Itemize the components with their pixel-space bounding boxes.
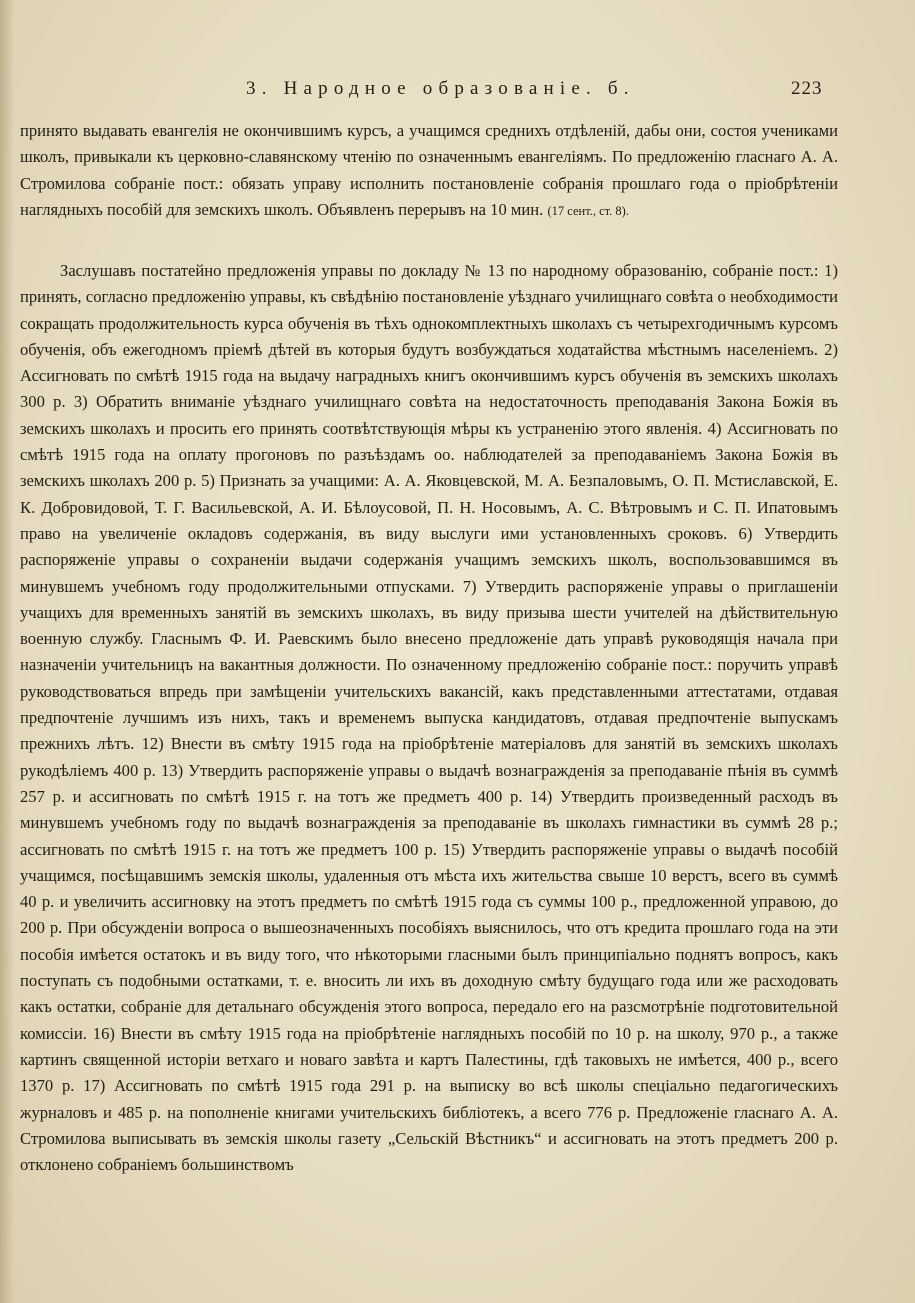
session-reference: (17 сент., ст. 8). [547, 203, 629, 218]
paragraph-text: принято выдавать евангелія не окончившимъ курсъ, а учащимся среднихъ отдѣленій, дабы они, состоя учениками школъ, привыкали къ церковно-славянскому чтенію по означеннымъ евангеліямъ. По предложенію гласнаго А. А. Стромилова собраніе пост.: обязать управу исполнить постановленіе собранія прошлаго года о пріобрѣтеніи наглядныхъ пособій для земскихъ школъ. Объявленъ перерывъ на 10 мин. [20, 121, 838, 219]
page-header [0, 74, 915, 104]
running-title: 3. Народное образованіе. б. [246, 78, 635, 99]
page-number: 223 [791, 78, 823, 99]
paragraph-report-13: Заслушавъ постатейно предложенія управы по докладу № 13 по народному образованію, собраніе пост.: 1) принять, согласно предложенію управы, къ свѣдѣнію постановленіе уѣзднаго училищнаго совѣта о необходимости сокращать продолжительность курса обученія въ тѣхъ однокомплектныхъ школахъ съ четырехгодичнымъ курсомъ обученія, объ ежегодномъ пріемѣ дѣтей въ которыя будутъ возбуждаться ходатайства мѣстнымъ населеніемъ. 2) Ассигновать по смѣтѣ 1915 года на выдачу наградныхъ книгъ окончившимъ курсъ обученія въ земскихъ школахъ 300 р. 3) Обратить вниманіе уѣзднаго училищнаго совѣта на недостаточность преподаванія Закона Божія въ земскихъ школахъ и просить его принять соотвѣтствующія мѣры къ устраненію этого явленія. 4) Ассигновать по смѣтѣ 1915 года на оплату прогоновъ по разъѣздамъ оо. наблюдателей за преподаваніемъ Закона Божія въ земскихъ школахъ 200 р. 5) Признать за учащими: А. А. Яковцевской, М. А. Безпаловымъ, О. П. Мстиславской, Е. К. Добровидовой, Т. Г. Васильевской, А. И. Бѣлоусовой, П. Н. Носовымъ, А. С. Вѣтровымъ и С. П. Ипатовымъ право на увеличеніе окладовъ содержанія, въ виду выслуги ими установленныхъ сроковъ. 6) Утвердить распоряженіе управы о сохраненіи выдачи содержанія учащимъ земскихъ школъ, воспользовавшимся въ минувшемъ учебномъ году продолжительными отпусками. 7) Утвердить распоряженіе управы о приглашеніи учащихъ для временныхъ занятій въ земскихъ школахъ, въ виду призыва шести учителей на дѣйствительную военную службу. Гласнымъ Ф. И. Раевскимъ было внесено предложеніе дать управѣ руководящія начала при назначеніи учительницъ на вакантныя должности. По означенному предложенію собраніе пост.: поручить управѣ руководствоваться впредь при замѣщеніи учительскихъ вакансій, какъ представленными аттестатами, отдавая предпочтеніе лучшимъ изъ нихъ, такъ и временемъ выпуска кандидатовъ, отдавая предпочтеніе выпускамъ прежнихъ лѣтъ. 12) Внести въ смѣту 1915 года на пріобрѣтеніе матеріаловъ для занятій въ земскихъ школахъ рукодѣліемъ 400 р. 13) Утвердить распоряженіе управы о выдачѣ вознагражденія за преподаваніе пѣнія въ суммѣ 257 р. и ассигновать по смѣтѣ 1915 г. на тотъ же предметъ 400 р. 14) Утвердить произведенный расходъ въ минувшемъ учебномъ году по выдачѣ вознагражденія за преподаваніе въ школахъ гимнастики въ суммѣ 28 р.; ассигновать по смѣтѣ 1915 г. на тотъ же предметъ 100 р. 15) Утвердить распоряженіе управы о выдачѣ пособій учащимся, посѣщавшимъ земскія школы, удаленныя отъ мѣста ихъ жительства свыше 10 верстъ, всего въ суммѣ 40 р. и увеличить ассигновку на этотъ предметъ по смѣтѣ 1915 года съ суммы 100 р., предложенной управою, до 200 р. При обсужденіи вопроса о вышеозначенныхъ пособіяхъ выяснилось, что отъ кредита прошлаго года на эти пособія имѣется остатокъ и въ виду того, что нѣкоторыми гласными былъ принципіально поднятъ вопросъ, какъ поступать съ подобными остатками, т. е. вносить ли ихъ въ доходную смѣту будущаго года или же расходовать какъ остатки, собраніе для детальнаго обсужденія этого вопроса, передало его на разсмотрѣніе подготовительной комиссіи. 16) Внести въ смѣту 1915 года на пріобрѣтеніе наглядныхъ пособій по 10 р. на школу, 970 р., а также картинъ священной исторіи ветхаго и новаго завѣта и картъ Палестины, гдѣ таковыхъ не имѣется, 400 р., всего 1370 р. 17) Ассигновать по смѣтѣ 1915 года 291 р. на выписку во всѣ школы спеціально педагогическихъ журналовъ и 485 р. на пополненіе книгами учительскихъ библіотекъ, а всего 776 р. Предложеніе гласнаго А. А. Стромилова выписывать въ земскія школы газету „Сельскій Вѣстникъ“ и ассигновать на этотъ предметъ 200 р. отклонено собраніемъ большинствомъ [20, 261, 838, 1175]
paragraph-continuation [20, 118, 838, 224]
page-binding-shadow [0, 0, 14, 1303]
